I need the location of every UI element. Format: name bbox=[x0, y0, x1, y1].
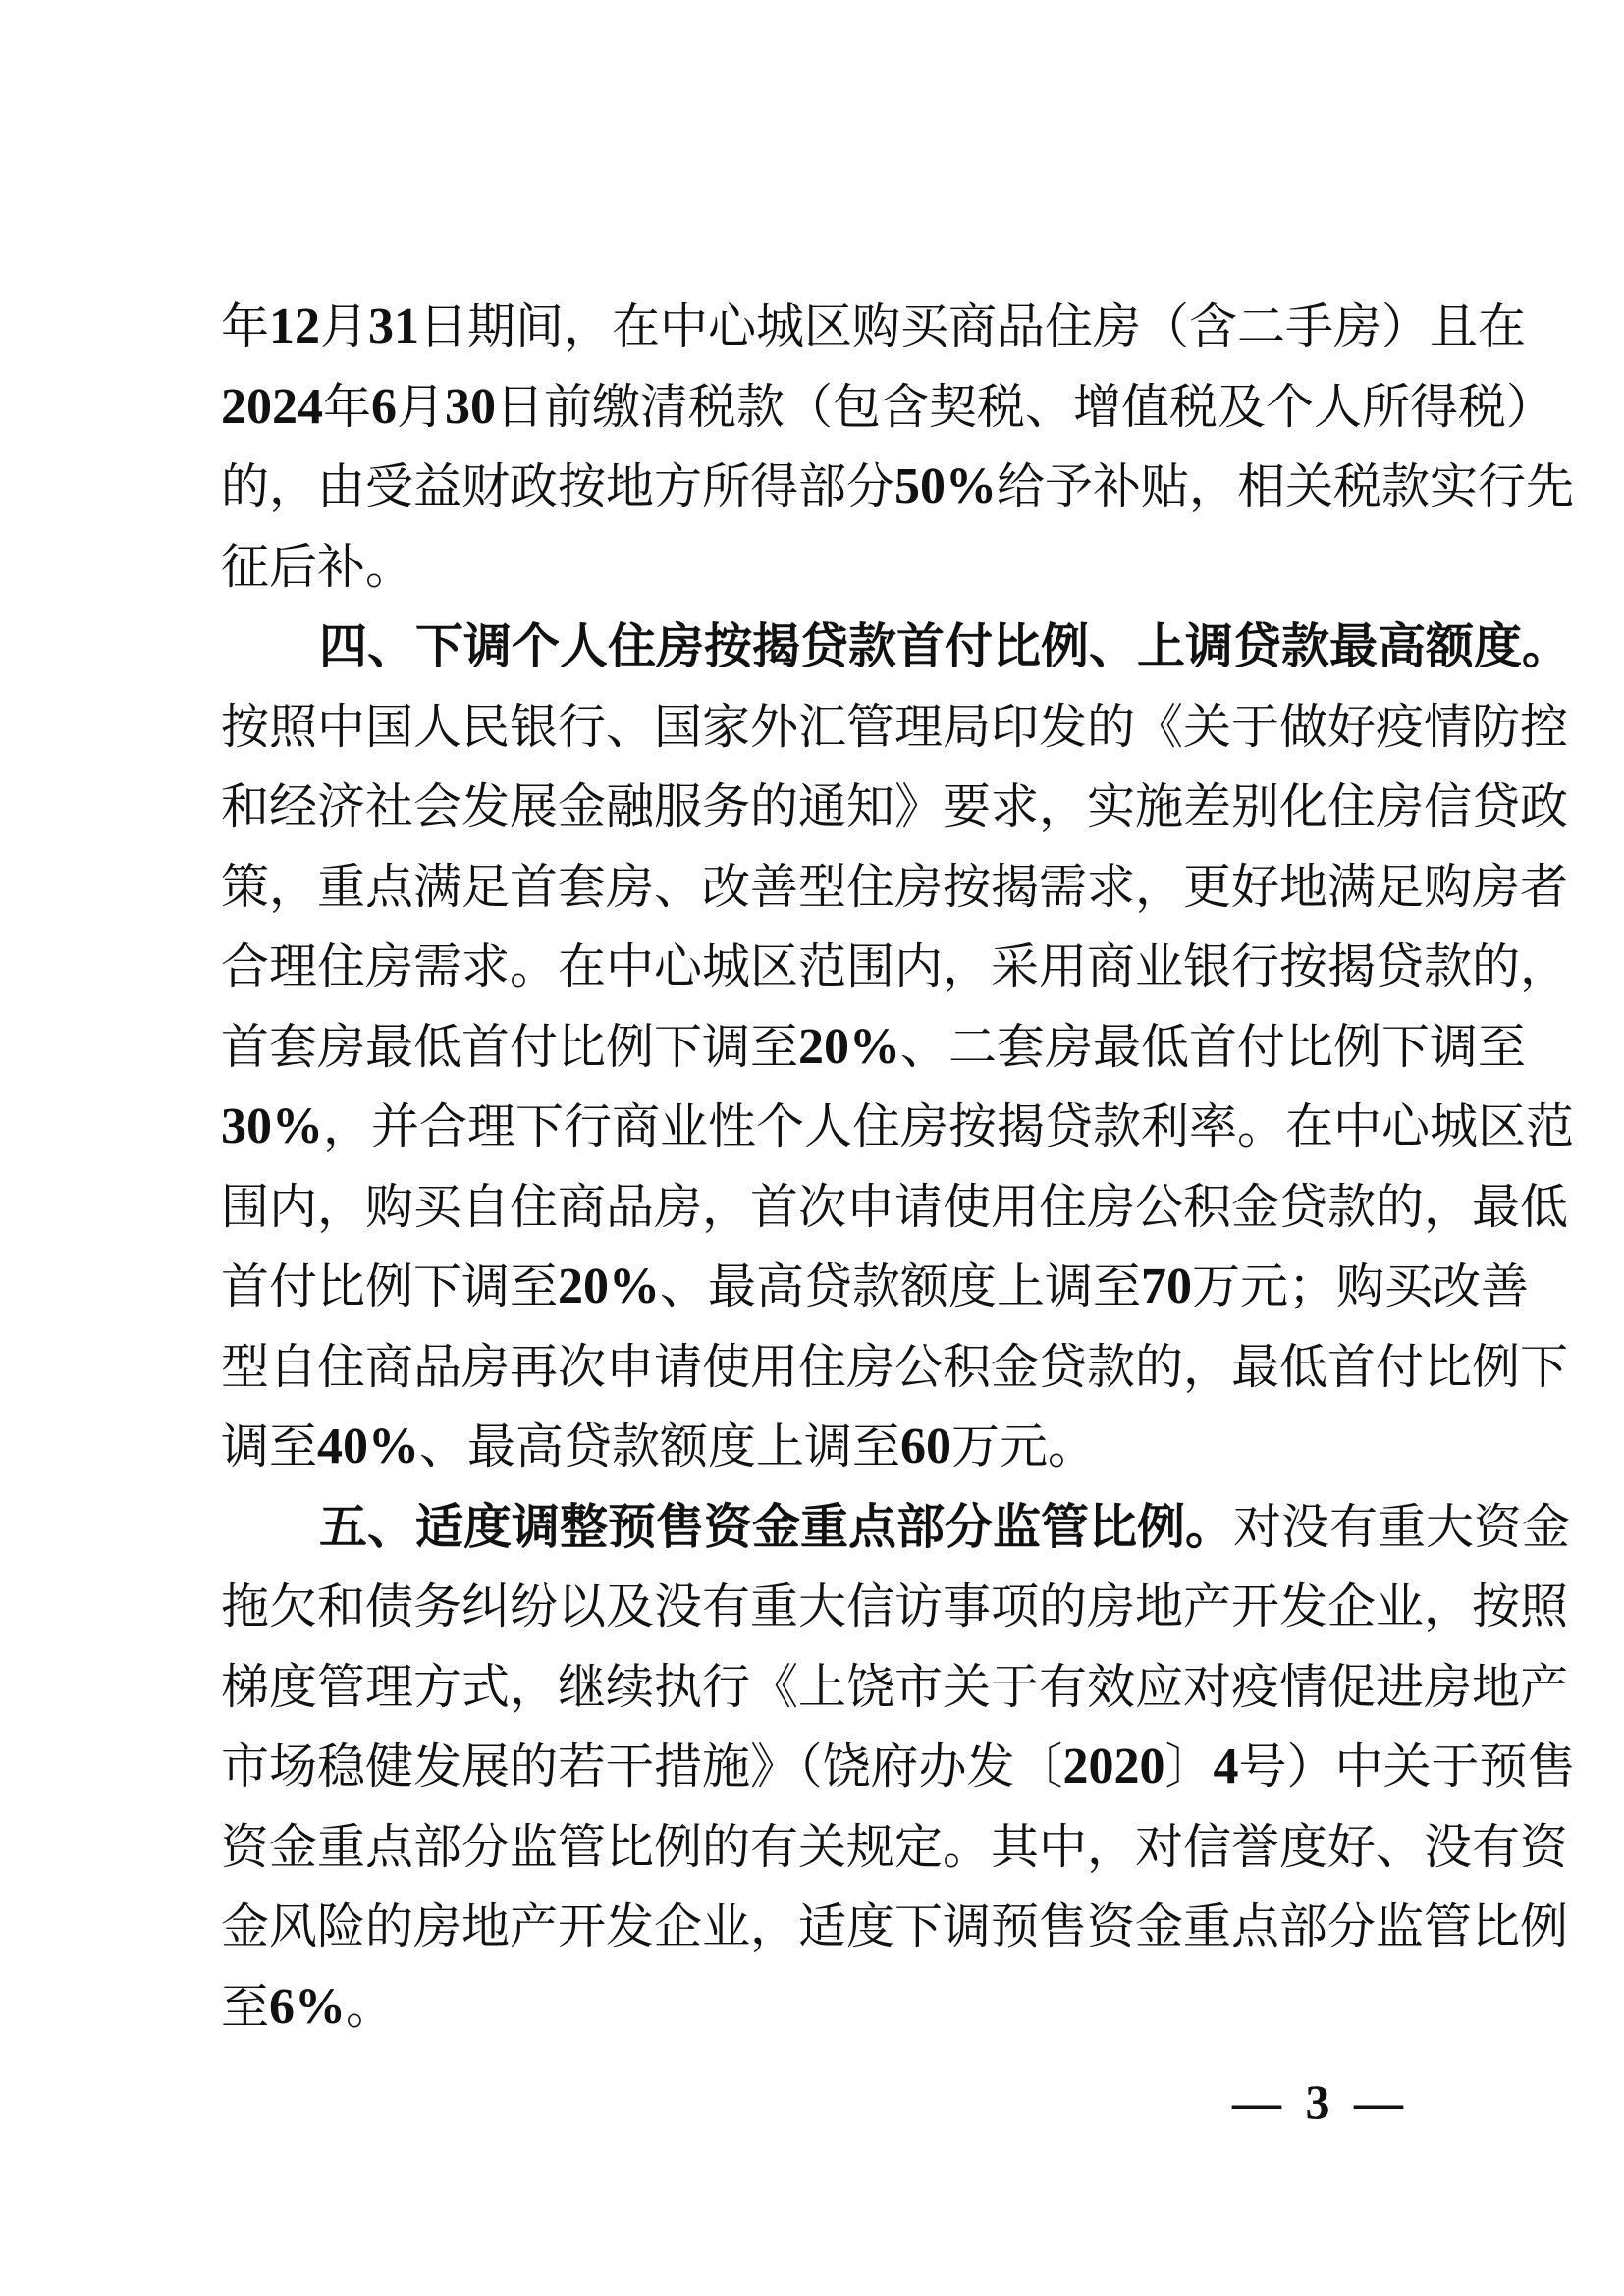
text-segment: 年 bbox=[221, 298, 270, 354]
text-segment: 型自住商品房再次申请使用住房公积金贷款的，最低首付比例下 bbox=[221, 1338, 1569, 1395]
document-body bbox=[221, 287, 1576, 2047]
text-segment: 、最高贷款额度上调至 bbox=[660, 1258, 1142, 1314]
text-segment: 月 bbox=[397, 378, 446, 435]
text-segment: 年 bbox=[323, 378, 372, 435]
text-segment: 资金重点部分监管比例的有关规定。其中，对信誉度好、没有资 bbox=[221, 1818, 1569, 1875]
text-line bbox=[221, 1647, 1569, 1728]
text-line bbox=[221, 1727, 1576, 1807]
number-text: 6% bbox=[269, 1978, 347, 2035]
text-line bbox=[221, 1967, 1417, 2048]
text-line bbox=[221, 287, 1527, 367]
text-line bbox=[221, 1327, 1569, 1408]
number-text: 2020 bbox=[1062, 1738, 1165, 1794]
text-segment: 调至 bbox=[221, 1418, 318, 1474]
text-segment: 围内，购买自住商品房，首次申请使用住房公积金贷款的，最低 bbox=[221, 1178, 1569, 1235]
text-segment: 首付比例下调至 bbox=[221, 1258, 559, 1314]
text-line bbox=[221, 1167, 1569, 1248]
text-segment: 给予补贴，相关税款实行先 bbox=[997, 458, 1575, 514]
page-number: — 3 — bbox=[1232, 2074, 1409, 2129]
text-line bbox=[221, 447, 1575, 527]
text-segment: 、最高贷款额度上调至 bbox=[419, 1418, 901, 1474]
section-heading: 五、适度调整预售资金重点部分监管比例。 bbox=[319, 1497, 1234, 1555]
text-segment: 至 bbox=[221, 1978, 270, 2035]
text-segment: 征后补。 bbox=[221, 538, 414, 595]
text-line bbox=[221, 1247, 1530, 1327]
number-text: 12 bbox=[269, 298, 321, 354]
number-text: 60 bbox=[900, 1418, 952, 1474]
text-segment: 拖欠和债务纠纷以及没有重大信访事项的房地产开发企业，按照 bbox=[221, 1578, 1569, 1634]
text-segment: 月 bbox=[320, 298, 369, 354]
text-segment: 万元；购买改善 bbox=[1192, 1258, 1530, 1314]
text-line bbox=[221, 1487, 1571, 1568]
text-segment: 日前缴清税款（包含契税、增值税及个人所得税） bbox=[496, 378, 1555, 435]
number-text: 31 bbox=[368, 298, 420, 354]
number-text: 20% bbox=[558, 1258, 661, 1314]
number-text: 20% bbox=[798, 1018, 901, 1075]
text-line bbox=[221, 607, 1571, 687]
number-text: 50% bbox=[894, 458, 998, 514]
text-segment: 金风险的房地产开发企业，适度下调预售资金重点部分监管比例 bbox=[221, 1898, 1569, 1954]
text-line bbox=[221, 687, 1569, 768]
text-line bbox=[221, 1807, 1569, 1888]
section-heading: 四、下调个人住房按揭贷款首付比例、上调贷款最高额度。 bbox=[319, 617, 1571, 674]
text-segment: 日期间，在中心城区购买商品住房（含二手房）且在 bbox=[419, 298, 1527, 354]
text-line bbox=[221, 927, 1569, 1007]
text-segment: 合理住房需求。在中心城区范围内，采用商业银行按揭贷款的， bbox=[221, 938, 1569, 994]
text-line bbox=[221, 1087, 1575, 1167]
text-line bbox=[221, 1887, 1569, 1967]
text-segment: 市场稳健发展的若干措施》（饶府办发〔 bbox=[221, 1738, 1063, 1794]
text-segment: ，并合理下行商业性个人住房按揭贷款利率。在中心城区范 bbox=[323, 1098, 1575, 1154]
text-line bbox=[221, 1407, 1417, 1487]
number-text: 4 bbox=[1213, 1738, 1239, 1794]
text-segment: 按照中国人民银行、国家外汇管理局印发的《关于做好疫情防控 bbox=[221, 698, 1569, 755]
text-segment: 对没有重大资金 bbox=[1233, 1498, 1571, 1555]
text-segment: 号）中关于预售 bbox=[1238, 1738, 1576, 1794]
text-line bbox=[221, 767, 1569, 847]
number-text: 70 bbox=[1141, 1258, 1193, 1314]
text-line bbox=[221, 367, 1555, 448]
text-segment: 和经济社会发展金融服务的通知》要求，实施差别化住房信贷政 bbox=[221, 778, 1569, 834]
number-text: 6 bbox=[371, 378, 398, 435]
text-segment: 首套房最低首付比例下调至 bbox=[221, 1018, 799, 1075]
text-line bbox=[221, 1007, 1527, 1088]
text-segment: 策，重点满足首套房、改善型住房按揭需求，更好地满足购房者 bbox=[221, 858, 1569, 915]
text-segment: 、二套房最低首付比例下调至 bbox=[900, 1018, 1527, 1075]
text-line bbox=[221, 847, 1569, 928]
number-text: 30 bbox=[445, 378, 497, 435]
number-text: 30% bbox=[221, 1098, 323, 1154]
number-text: 2024 bbox=[221, 378, 323, 435]
text-segment: 〕 bbox=[1164, 1738, 1214, 1794]
text-segment: 万元。 bbox=[951, 1418, 1097, 1474]
text-segment: 的，由受益财政按地方所得部分 bbox=[221, 458, 895, 514]
text-line bbox=[221, 1567, 1569, 1647]
text-line bbox=[221, 527, 1417, 608]
number-text: 40% bbox=[317, 1418, 420, 1474]
text-segment: 梯度管理方式，继续执行《上饶市关于有效应对疫情促进房地产 bbox=[221, 1658, 1569, 1715]
text-segment: 。 bbox=[346, 1978, 395, 2035]
